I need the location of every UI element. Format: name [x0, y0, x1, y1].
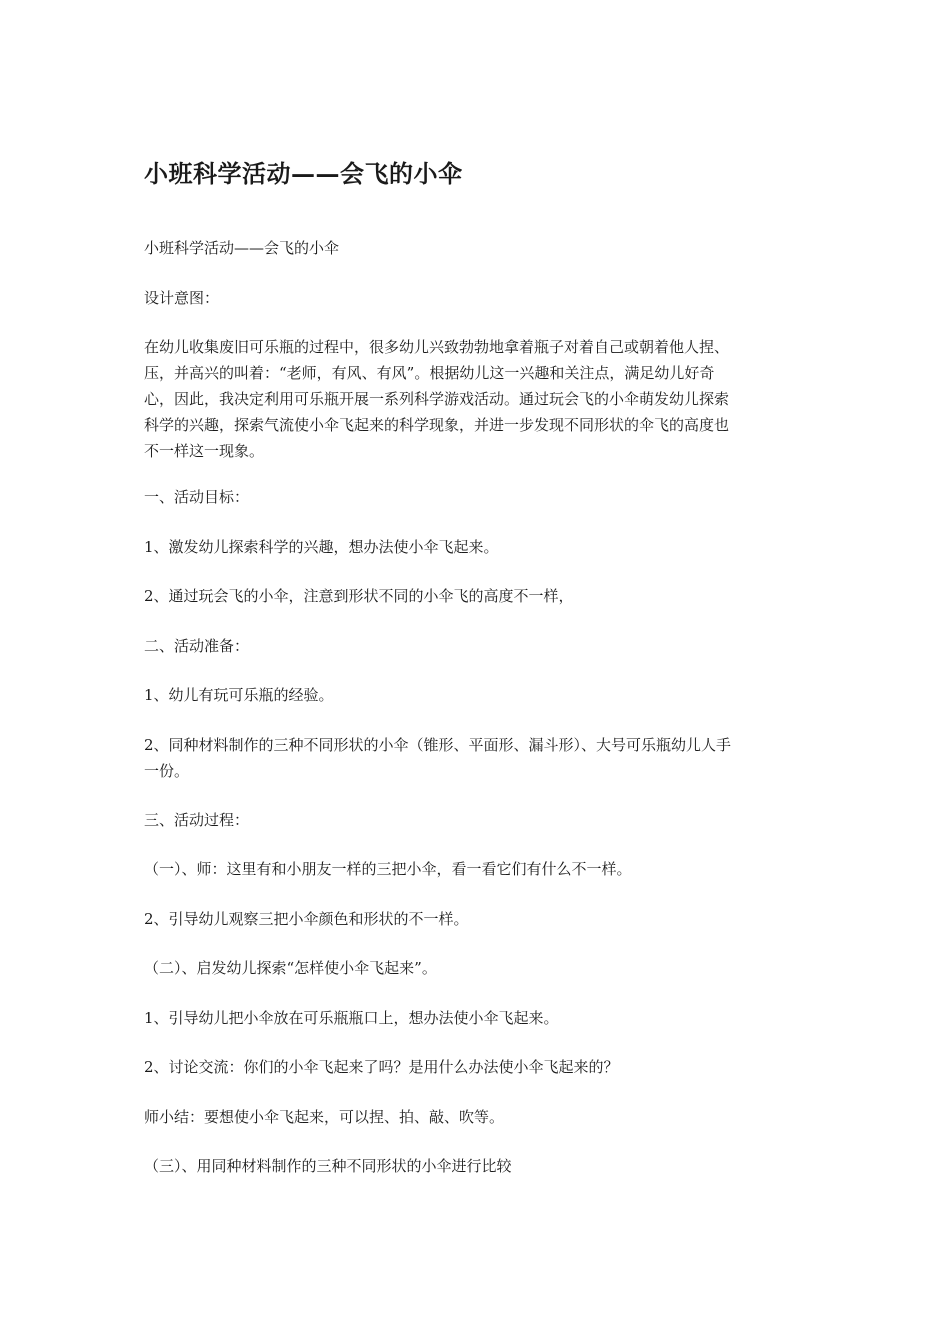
document-title: 小班科学活动——会飞的小伞 [144, 159, 463, 188]
paragraph-line: 压，并高兴的叫着：“老师，有风、有风”。根据幼儿这一兴趣和关注点，满足幼儿好奇 [144, 364, 715, 382]
process-heading: 三、活动过程： [144, 811, 250, 829]
process-step-1: （一）、师：这里有和小朋友一样的三把小伞，看一看它们有什么不一样。 [144, 860, 632, 878]
paragraph-line: 心，因此，我决定利用可乐瓶开展一系列科学游戏活动。通过玩会飞的小伞萌发幼儿探索 [144, 390, 730, 408]
goal-item-2: 2、通过玩会飞的小伞，注意到形状不同的小伞飞的高度不一样， [144, 587, 574, 605]
teacher-summary: 师小结：要想使小伞飞起来，可以捏、拍、敲、吹等。 [144, 1108, 505, 1126]
process-step-2: （二）、启发幼儿探索“怎样使小伞飞起来”。 [144, 959, 437, 977]
preparation-item-1: 1、幼儿有玩可乐瓶的经验。 [144, 686, 334, 704]
process-step-3: （三）、用同种材料制作的三种不同形状的小伞进行比较 [144, 1157, 512, 1175]
process-step-2-item-2: 2、讨论交流：你们的小伞飞起来了吗？是用什么办法使小伞飞起来的？ [144, 1058, 619, 1076]
process-step-1-item-2: 2、引导幼儿观察三把小伞颜色和形状的不一样。 [144, 910, 469, 928]
process-step-2-item-1: 1、引导幼儿把小伞放在可乐瓶瓶口上，想办法使小伞飞起来。 [144, 1009, 559, 1027]
paragraph-line: 2、同种材料制作的三种不同形状的小伞（锥形、平面形、漏斗形）、大号可乐瓶幼儿人手 [144, 736, 732, 754]
design-intent-paragraph [144, 334, 809, 464]
preparation-item-2 [144, 732, 809, 784]
paragraph-line: 不一样这一现象。 [144, 442, 265, 460]
preparation-heading: 二、活动准备： [144, 637, 250, 655]
paragraph-line: 一份。 [144, 762, 190, 780]
paragraph-line: 在幼儿收集废旧可乐瓶的过程中，很多幼儿兴致勃勃地拿着瓶子对着自己或朝着他人捏、 [144, 338, 730, 356]
document-subtitle: 小班科学活动——会飞的小伞 [144, 239, 340, 257]
paragraph-line: 科学的兴趣，探索气流使小伞飞起来的科学现象，并进一步发现不同形状的伞飞的高度也 [144, 416, 730, 434]
design-intent-label: 设计意图： [144, 289, 220, 307]
goals-heading: 一、活动目标： [144, 488, 250, 506]
goal-item-1: 1、激发幼儿探索科学的兴趣，想办法使小伞飞起来。 [144, 538, 499, 556]
